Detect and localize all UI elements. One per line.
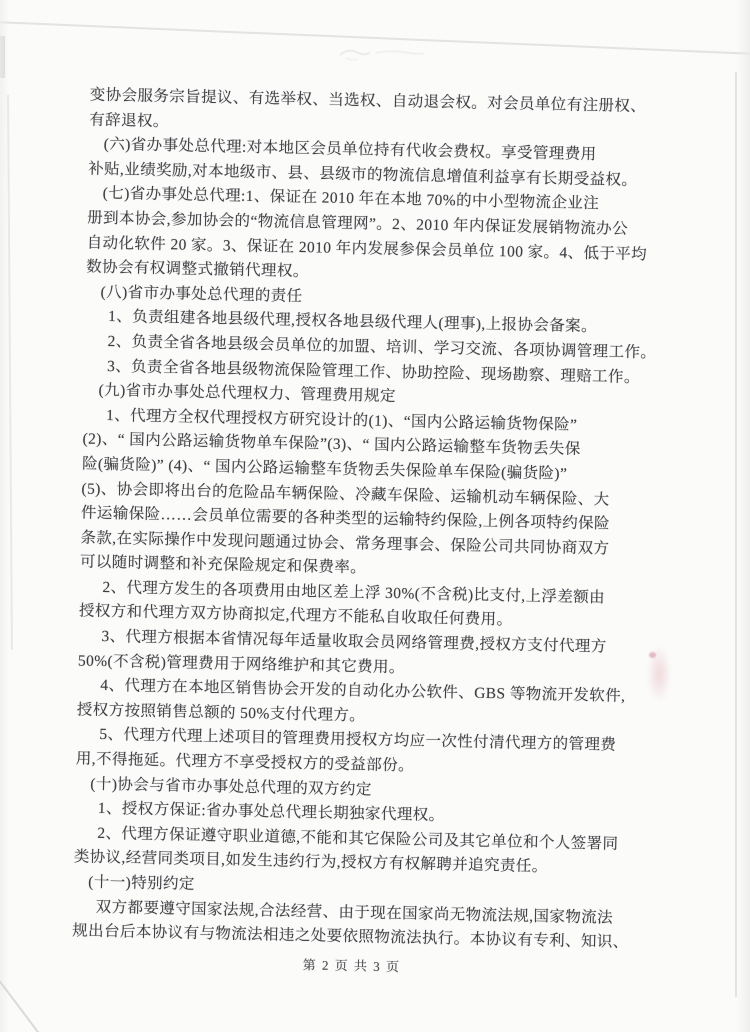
scan-left-edge-line bbox=[7, 95, 13, 650]
document-line: (5)、协会即将出台的危险品车辆保险、冷藏车保险、运输机动车辆保险、大 bbox=[81, 479, 610, 509]
scan-right-edge-shadow bbox=[737, 0, 750, 1032]
document-line: 册到本协会,参加协会的“物流信息管理网”。2、2010 年内保证发展销物流办公 bbox=[87, 209, 629, 238]
document-line: 类协议,经营同类项目,如发生违约行为,授权方有权解聘并追究责任。 bbox=[73, 848, 548, 876]
scan-left-edge-sliver bbox=[0, 36, 5, 78]
document-line: 2、代理方发生的各项费用由地区差上浮 30%(不含税)比支付,上浮差额由 bbox=[102, 578, 606, 607]
document-line: 3、负责全省各地县级物流保险管理工作、协助控险、现场勘察、理赔工作。 bbox=[106, 357, 641, 386]
document-line: 规出台后本协议有与物流法相违之处要依照物流法执行。本协议有专利、知识、 bbox=[72, 922, 629, 952]
document-line: 50%(不含税)管理费用于网络维护和其它费用。 bbox=[77, 652, 405, 676]
scan-top-edge-line bbox=[0, 21, 750, 55]
document-line: 双方都要遵守国家法规,合法经营、由于现在国家尚无物流法规,国家物流法 bbox=[95, 898, 614, 927]
document-line: 2、负责全省各地县级会员单位的加盟、培训、学习交流、各项协调管理工作。 bbox=[107, 332, 657, 362]
document-line: 自动化软件 20 家。3、保证在 2010 年内发展参保会员单位 100 家。4、低于平均 bbox=[86, 234, 648, 263]
document-line: 授权方和代理方双方协商拟定,代理方不能私自收取任何费用。 bbox=[78, 602, 513, 630]
document-line: 险(骗货险)” (4)、“ 国内公路运输整车货物丢失保险单车保险(骗货险)” bbox=[81, 455, 568, 483]
document-line: 1、负责组建各地县级代理,授权各地县级代理人(理事),上报协会备案。 bbox=[107, 308, 598, 336]
document-line: 授权方按照销售总额的 50%支付代理方。 bbox=[76, 701, 366, 725]
document-line: (八)省市办事处总代理的责任 bbox=[100, 283, 303, 305]
document-line: 条款,在实际操作中发现问题通过协会、常务理事会、保险公司共同协商双方 bbox=[80, 529, 610, 558]
document-line: 3、代理方根据本省情况每年适量收取会员网络管理费,授权方支付代理方 bbox=[101, 628, 607, 656]
document-line: 5、代理方代理上述项目的管理费用授权方均应一次性付清代理方的管理费 bbox=[99, 726, 617, 755]
scan-right-edge-line bbox=[735, 72, 737, 997]
document-line: 用,不得拖延。代理方不享受授权方的受益部份。 bbox=[75, 750, 415, 775]
document-line: 2、代理方保证遵守职业道德,不能和其它保险公司及其它单位和个人签署同 bbox=[97, 824, 619, 853]
document-line: (九)省市办事处总代理权力、管理费用规定 bbox=[98, 381, 397, 406]
document-line: (十一)特别约定 bbox=[88, 873, 195, 893]
page-number: 第 2 页 共 3 页 bbox=[302, 957, 401, 975]
document-text-block bbox=[71, 84, 681, 981]
document-line: (六)省办事处总代理:对本地区会员单位持有代收会费权。享受管理费用 bbox=[103, 136, 597, 164]
document-line: 1、授权方保证:省办事处总代理长期独家代理权。 bbox=[97, 800, 445, 825]
document-line: 补贴,业绩奖励,对本地级市、县、县级市的物流信息增值利益享有长期受益权。 bbox=[88, 160, 638, 189]
pencil-smudge bbox=[336, 42, 446, 64]
document-line: (2)、“ 国内公路运输货物单车保险”(3)、“ 国内公路运输整车货物丢失保 bbox=[82, 430, 581, 459]
document-line: (七)省办事处总代理:1、保证在 2010 年在本地 70%的中小型物流企业注 bbox=[102, 185, 600, 213]
document-line: 变协会服务宗旨提议、有选举权、当选权、自动退会权。对会员单位有注册权、 bbox=[89, 86, 647, 116]
document-line: 1、代理方全权代理授权方研究设计的(1)、“国内公路运输货物保险” bbox=[105, 406, 578, 434]
document-line: 数协会有权调整式撤销代理权。 bbox=[85, 258, 309, 281]
document-line: (十)协会与省市办事处总代理的双方约定 bbox=[90, 775, 372, 799]
document-line: 可以随时调整和补充保险规定和保费率。 bbox=[79, 553, 367, 577]
document-line: 有辞退权。 bbox=[89, 111, 169, 130]
document-line: 4、代理方在本地区销售协会开发的自动化办公软件、GBS 等物流开发软件, bbox=[100, 677, 626, 706]
document-line: 件运输保险……会员单位需要的各种类型的运输特约保险,上例各项特约保险 bbox=[80, 504, 611, 533]
scan-left-edge-shadow bbox=[0, 0, 9, 1032]
bottom-left-corner-fold-line bbox=[0, 976, 40, 1032]
